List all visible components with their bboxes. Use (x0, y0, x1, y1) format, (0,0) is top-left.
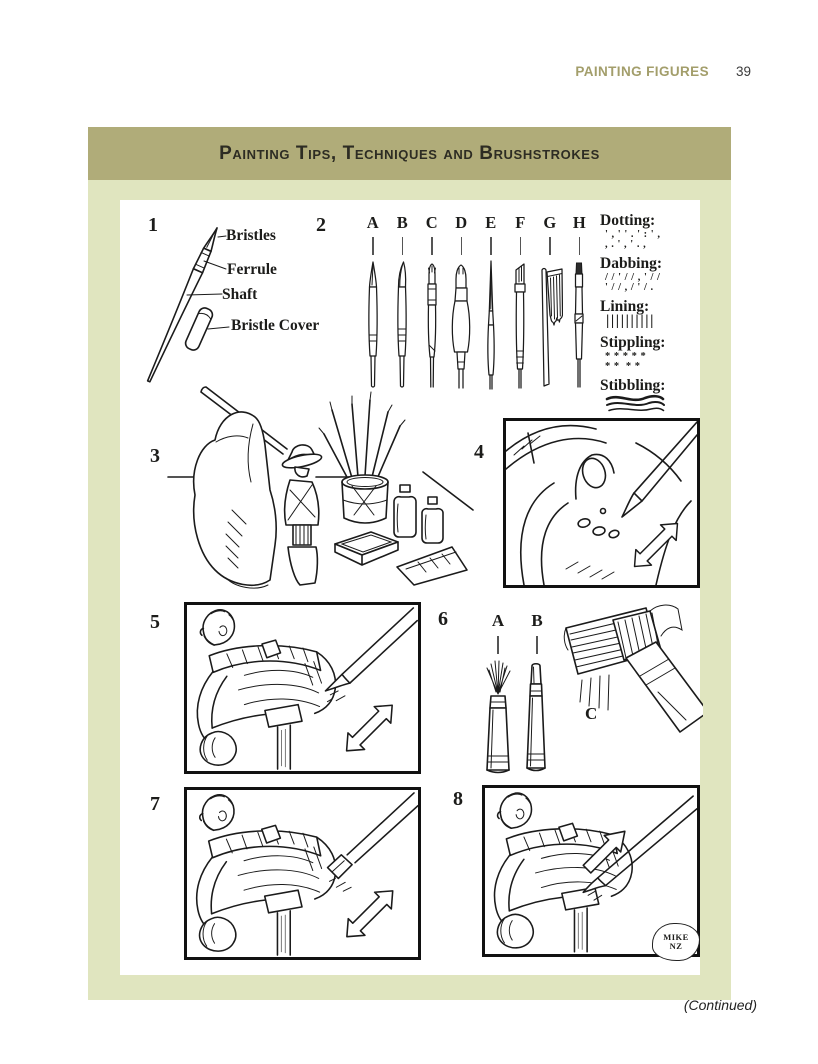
pointer-line (549, 237, 551, 255)
pointer-line (372, 237, 374, 255)
figure6-number: 6 (438, 608, 448, 630)
technique-dabbing (600, 255, 706, 293)
brush (325, 608, 417, 702)
tips-panel (88, 127, 731, 1000)
figure7-number: 7 (150, 793, 160, 815)
figure6-letter-a: A (491, 611, 505, 630)
figure6-brush-a (480, 612, 516, 776)
signature-line1: MIKE (663, 932, 689, 943)
figure5-box (184, 602, 421, 774)
figure6-drybrushing-closeup-illustration (558, 600, 703, 760)
figure6-letter-c: C (585, 704, 598, 723)
figure4-number: 4 (474, 441, 484, 463)
hand-holding-figure (194, 387, 287, 588)
splayed-drybrush-illustration (480, 658, 516, 776)
technique-lining (600, 298, 706, 329)
figure5-painting-illustration (187, 605, 418, 771)
brushstroke-techniques-list (600, 212, 706, 426)
signature-line2: NZ (669, 941, 683, 951)
paint-bottles (394, 485, 443, 543)
pointer-line (461, 237, 463, 255)
figure4-dotting-closeup-illustration (506, 421, 697, 585)
lining-pattern: |||||||||| (606, 313, 656, 330)
direction-arrow (339, 883, 402, 946)
figure2-brush-e (476, 214, 506, 391)
technique-label: Stibbling: (600, 376, 666, 394)
brush-handle (626, 642, 703, 732)
figure2-brush-a (358, 214, 388, 391)
figure2-number: 2 (316, 214, 326, 236)
figure5-number: 5 (150, 611, 160, 633)
miniature-figure (281, 445, 322, 585)
figure4-box (503, 418, 700, 588)
paint-dots (577, 509, 620, 539)
stibbling-wave-pattern (604, 394, 666, 416)
trimmed-flat-brush-illustration (522, 658, 552, 776)
figure6-brush-b (522, 612, 552, 776)
large-round-brush-illustration (449, 259, 473, 391)
running-head-title: PAINTING FIGURES (575, 64, 709, 79)
figure8-number: 8 (453, 788, 463, 810)
figure1-number: 1 (148, 214, 158, 236)
figure2-brush-row (358, 214, 594, 391)
technique-label: Dabbing: (600, 254, 663, 272)
figure2-letter-d: D (455, 213, 468, 232)
figure2-brush-b (388, 214, 418, 391)
pointer-line (497, 636, 499, 654)
miniature-torso (197, 610, 335, 769)
angled-flat-brush-illustration (508, 259, 532, 391)
figure3-workspace-illustration (156, 382, 492, 600)
technique-stippling (600, 334, 706, 372)
figure2-letter-c: C (425, 213, 438, 232)
figure2-brush-f (506, 214, 536, 391)
figure2-brush-g (535, 214, 565, 391)
pattern-row: * * * * (605, 360, 641, 372)
figure6-letter-b: B (531, 611, 543, 630)
paint-tray (335, 532, 398, 565)
figure2-letter-b: B (396, 213, 408, 232)
dabbing-pattern (605, 273, 706, 293)
figure1-brush-anatomy-illustration (130, 213, 320, 393)
pattern-row: * * * * * (605, 350, 647, 362)
pointer-line (536, 636, 538, 654)
figure2-brush-d (447, 214, 477, 391)
figure3-number: 3 (150, 445, 160, 467)
running-head (575, 64, 751, 79)
figure2-letter-g: G (543, 213, 557, 232)
panel-title: Painting Tips, Techniques and Brushstrokes (219, 142, 600, 164)
dotting-pattern (605, 230, 706, 250)
technique-label: Dotting: (600, 212, 656, 229)
technique-dotting (600, 212, 706, 250)
brush (622, 422, 697, 517)
continued-note: (Continued) (683, 997, 757, 1013)
direction-arrow (338, 697, 400, 759)
technique-label: Lining: (600, 297, 650, 315)
figure2-brush-h (565, 214, 595, 391)
pattern-row: / / ' / / , ' / / (605, 271, 661, 283)
technique-stibbling (600, 377, 706, 422)
pointer-line (490, 237, 492, 255)
small-flat-brush-illustration (420, 259, 444, 391)
direction-arrow (627, 516, 686, 575)
figure2-letter-h: H (572, 213, 586, 232)
brush-drawing (144, 226, 221, 384)
pointer-line (579, 237, 581, 255)
figure7-box (184, 787, 421, 960)
round-pointed-brush-illustration (361, 259, 385, 391)
pointer-line (402, 237, 404, 255)
label-shaft: Shaft (222, 286, 258, 303)
miniature-torso (197, 795, 336, 955)
liner-brush-illustration (479, 259, 503, 391)
figure2-brush-c (417, 214, 447, 391)
illustration-canvas (120, 200, 700, 975)
pointer-line (520, 237, 522, 255)
pointed-brush-illustration (390, 259, 414, 391)
technique-label: Stippling: (600, 333, 666, 351)
label-bristle-cover: Bristle Cover (231, 317, 320, 334)
label-bristles: Bristles (226, 227, 276, 244)
miniature-torso (495, 793, 633, 952)
figure2-letter-e: E (485, 213, 497, 232)
wide-drybrush-illustration (537, 259, 563, 391)
pattern-row: , . ' , ' . , (605, 238, 647, 250)
panel-title-bar (88, 127, 731, 180)
pattern-row: ' , ' ' . ' : ' , (605, 228, 661, 240)
figure7-painting-illustration (187, 790, 418, 957)
artist-signature (652, 923, 700, 961)
small-flat-short-brush-illustration (567, 259, 591, 391)
pattern-row: ' / / , / ' / . (605, 281, 654, 293)
figure2-letter-f: F (515, 213, 526, 232)
stippling-pattern (605, 352, 706, 372)
pointer-line (431, 237, 433, 255)
label-ferrule: Ferrule (227, 261, 277, 278)
fingers-and-surface (506, 425, 691, 585)
figure2-letter-a: A (366, 213, 379, 232)
page-number: 39 (735, 64, 751, 79)
brush-jar (319, 392, 405, 523)
flat-brush (328, 793, 418, 891)
cloth (397, 547, 467, 585)
